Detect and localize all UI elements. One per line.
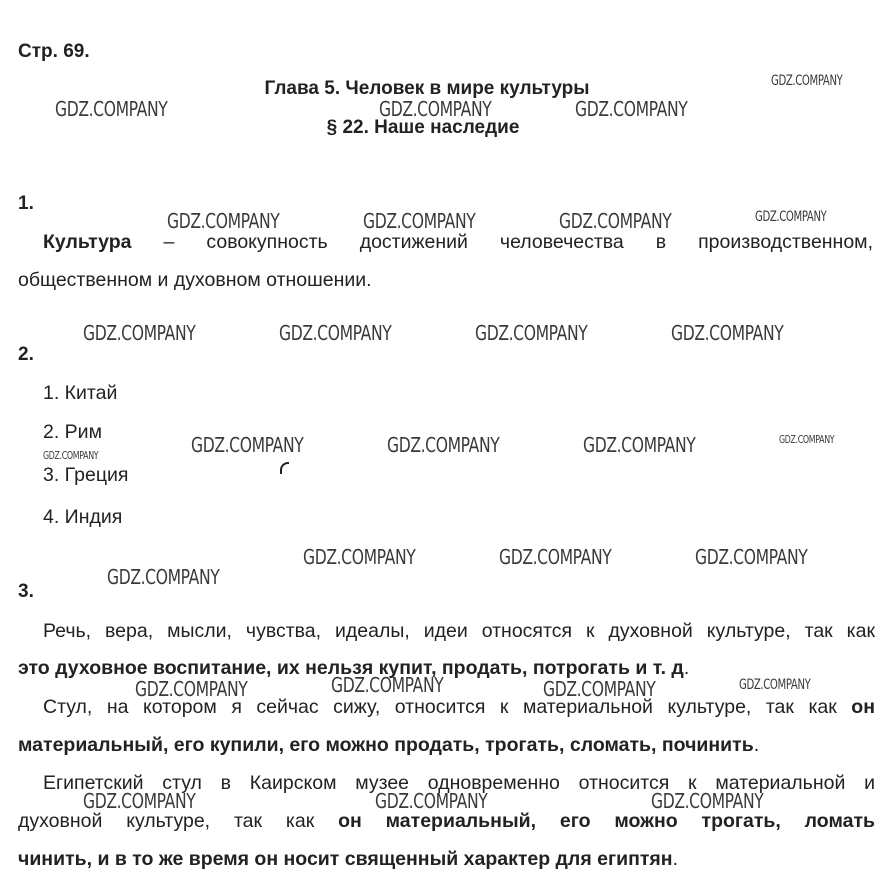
chapter-title: Глава 5. Человек в мире культуры [264,78,590,99]
list-item: 3. Греция [43,464,129,486]
watermark: GDZ.COMPANY [331,673,444,697]
watermark: GDZ.COMPANY [379,97,492,121]
section-title: § 22. Наше наследие [326,117,520,138]
watermark: GDZ.COMPANY [303,545,416,569]
watermark: GDZ.COMPANY [559,209,672,233]
paragraph-3-line-1: Египетский стул в Каирском музее одновременно относится к материальной и [43,772,875,794]
watermark: GDZ.COMPANY [55,97,168,121]
watermark: GDZ.COMPANY [755,209,827,225]
watermark: GDZ.COMPANY [375,789,488,813]
watermark: GDZ.COMPANY [83,789,196,813]
watermark: GDZ.COMPANY [575,97,688,121]
paragraph-3-text: духовной культуре, так как [18,810,339,832]
watermark: GDZ.COMPANY [651,789,764,813]
paragraph-2-end: . [753,734,760,756]
watermark: GDZ.COMPANY [387,433,500,457]
paragraph-1-bold: это духовное воспитание, их нельзя купит, продать, потрогать и т. д [18,657,684,679]
paragraph-2-bold-start: он [851,696,875,718]
question-2-number: 2. [18,344,34,365]
paragraph-2-bold: материальный, его купили, его можно продать, трогать, сломать, починить [18,734,754,756]
question-1-number: 1. [18,193,34,214]
watermark: GDZ.COMPANY [279,321,392,345]
paragraph-2-text: Стул, на котором я сейчас сижу, относится к материальной культуре, так как [43,696,852,718]
culture-term: Культура [43,231,132,253]
paragraph-3-end: . [672,848,678,870]
watermark: GDZ.COMPANY [135,677,248,701]
watermark: GDZ.COMPANY [671,321,784,345]
watermark: GDZ.COMPANY [499,545,612,569]
page-reference: Стр. 69. [18,41,90,62]
culture-definition-part-1: – совокупность достижений человечества в производственном, [131,231,873,253]
watermark: GDZ.COMPANY [363,209,476,233]
list-item: 1. Китай [43,382,118,404]
stray-mark [280,462,289,474]
watermark: GDZ.COMPANY [583,433,696,457]
watermark: GDZ.COMPANY [543,677,656,701]
question-3-number: 3. [18,581,34,602]
watermark: GDZ.COMPANY [43,449,99,462]
watermark: GDZ.COMPANY [739,677,811,693]
watermark: GDZ.COMPANY [167,209,280,233]
paragraph-3-bold-start: он материальный, его можно трогать, ломать [338,810,876,832]
paragraph-2-line-2 [18,732,759,758]
watermark: GDZ.COMPANY [107,565,220,589]
list-item: 4. Индия [43,506,123,528]
question-1-definition-line-2: общественном и духовном отношении. [18,269,372,291]
watermark: GDZ.COMPANY [695,545,808,569]
watermark: GDZ.COMPANY [771,73,843,89]
paragraph-1-line-1: Речь, вера, мысли, чувства, идеалы, идеи относятся к духовной культуре, так как [43,620,875,642]
watermark: GDZ.COMPANY [779,433,835,446]
watermark: GDZ.COMPANY [83,321,196,345]
paragraph-3-line-3 [18,846,678,872]
paragraph-1-end: . [683,657,690,679]
watermark: GDZ.COMPANY [191,433,304,457]
list-item: 2. Рим [43,421,102,443]
watermark: GDZ.COMPANY [475,321,588,345]
paragraph-3-bold: чинить, и в то же время он носит священный характер для египтян [18,848,673,870]
